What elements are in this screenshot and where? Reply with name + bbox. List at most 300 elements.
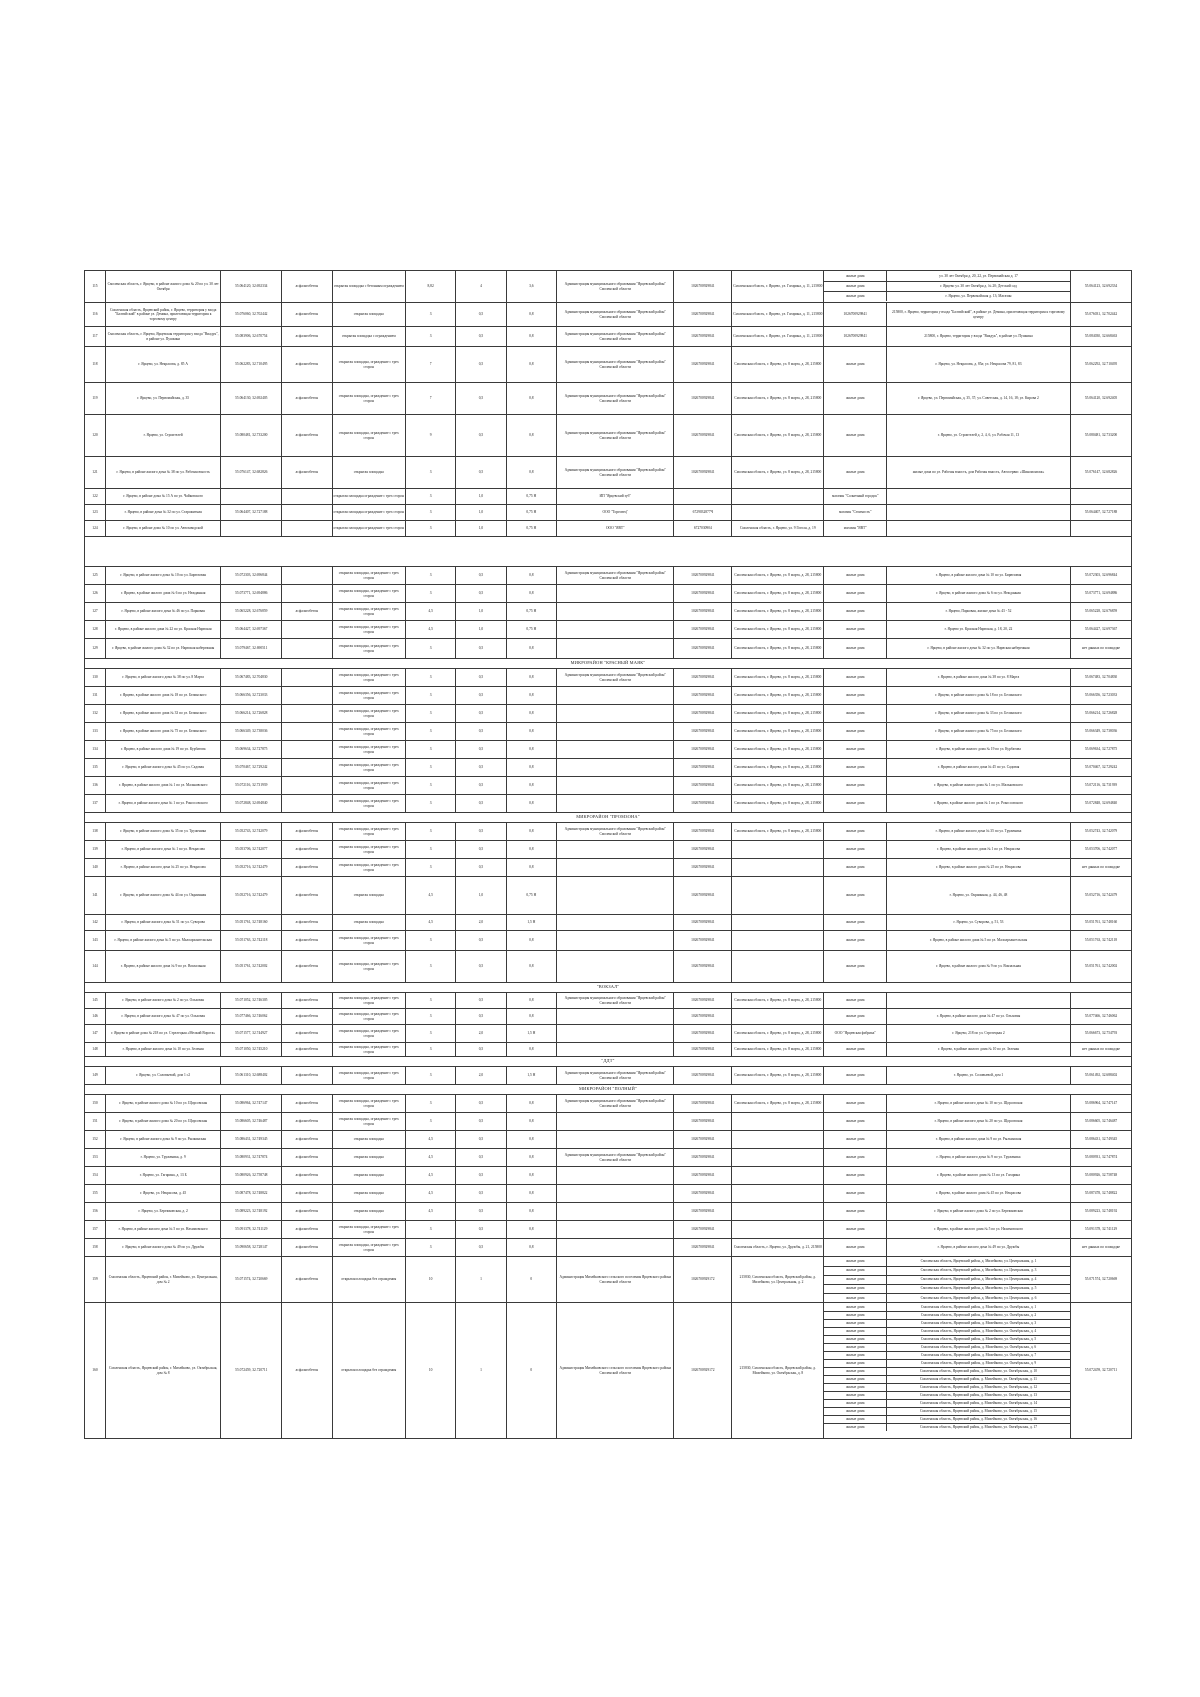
cover-type: открытая площадка без ограждения: [332, 1303, 405, 1439]
list-item: [824, 489, 1070, 504]
container-volume: 0,75 Н: [506, 621, 556, 639]
container-count: 1: [456, 1303, 506, 1439]
site-area: 3: [405, 585, 455, 603]
list-item: [824, 521, 1070, 536]
list-item: [824, 347, 1070, 382]
surface-type: [282, 795, 332, 813]
owner-name: [557, 621, 674, 639]
surface-type: асфальтобетон: [282, 1009, 332, 1025]
site-area: 4,5: [405, 1131, 455, 1149]
container-count: 0,5: [456, 1009, 506, 1025]
surface-type: [282, 585, 332, 603]
surface-type: асфальтобетон: [282, 1025, 332, 1043]
source-address: г. Ярцево, 218 по ул. Стрелецкая 2: [952, 1031, 1005, 1036]
waste-sources-list: [824, 1131, 1070, 1148]
container-volume: 0,8: [506, 1043, 556, 1057]
cover-type: открытая площадка, ограждение с трех сторон: [332, 1009, 405, 1025]
source-type: жилые дома: [824, 639, 886, 658]
table-row: [85, 795, 1132, 813]
row-number: 129: [85, 639, 106, 659]
source-address: г. Ярцево, в районе жилого дома № 9 по ул. Труженика: [936, 1155, 1021, 1160]
site-coordinates: 55.064130, 32.692405: [221, 383, 282, 415]
list-item: [824, 951, 1070, 982]
container-count: 0,5: [456, 1149, 506, 1167]
cover-type: открытая площадка, ограждение с трех сторон: [332, 1113, 405, 1131]
table-row: [85, 1149, 1132, 1167]
table-row: [85, 415, 1132, 457]
container-volume: 0,8: [506, 639, 556, 659]
site-coordinates: 55.072116, 32.731939: [221, 777, 282, 795]
site-area: 3: [405, 327, 455, 347]
source-address: г. Ярцево, в районе жилого дома № 25 по ул. Некрасова: [936, 865, 1021, 870]
owner-address: [732, 1203, 824, 1221]
site-coordinates: 55.080931, 32.747874: [221, 1149, 282, 1167]
source-address: Смоленская область, Ярцевский район, д. Михейково, ул. Центральная, д. 5: [886, 1284, 1070, 1293]
source-address: г. Ярцево, в районе жилого дома № 10 по ул. Зеленая: [938, 1047, 1019, 1052]
site-coordinates: 55.090658, 32.728147: [221, 1239, 282, 1257]
source-address: Смоленская область, Ярцевский район, д. Михейково, ул. Центральная, д. 6: [920, 1295, 1037, 1300]
source-type: жилые дома: [824, 1335, 886, 1343]
waste-sources-list: [824, 271, 1070, 301]
cover-type: открытая площадка: [332, 1167, 405, 1185]
table-row: [85, 1067, 1132, 1085]
waste-sources-list: [824, 723, 1070, 740]
waste-sources: [824, 1113, 1071, 1131]
container-volume: 0,8: [506, 1149, 556, 1167]
container-volume: 0,8: [506, 347, 556, 383]
source-coordinates: 55.086431, 32.749345: [1071, 1131, 1132, 1149]
site-address: Смоленская область, Ярцевский район, г. Ярцево, территория у входа "Балтийский" в районе ул. Демина, прилегающая территория к торговому центру: [105, 303, 220, 327]
container-volume: 0,8: [506, 1239, 556, 1257]
source-address: г. Ярцево, ул. Окраинная, д. 44, 46, 48: [949, 893, 1008, 898]
owner-name: [557, 1203, 674, 1221]
source-type: жилые дома: [824, 1113, 886, 1130]
source-address: г. Ярцево, в районе жилого дома № 5 по ул. Малоархангельская: [929, 938, 1028, 943]
owner-address: Смоленская область, г. Ярцево, ул. Гагарина, д. 11, 215800: [732, 303, 824, 327]
waste-sources: [824, 521, 1071, 537]
owner-name: Администрация муниципального образования "Ярцевский район" Смоленской области: [557, 823, 674, 841]
owner-name: [557, 705, 674, 723]
surface-type: асфальтобетон: [282, 859, 332, 877]
owner-address: [732, 915, 824, 931]
waste-sources: [824, 1303, 1071, 1439]
source-type: жилые дома: [824, 951, 886, 982]
source-coordinates: 55.051763, 32.742118: [1071, 931, 1132, 951]
site-coordinates: 55.072848, 32.694840: [221, 795, 282, 813]
list-item: [824, 823, 1070, 840]
waste-sources: [824, 723, 1071, 741]
owner-ogrn: 1026700929841: [674, 931, 732, 951]
owner-name: ИП "Ярцевский зуб": [557, 489, 674, 505]
site-coordinates: 55.051763, 32.742118: [221, 931, 282, 951]
source-coordinates: 55.064407, 32.727188: [1071, 505, 1132, 521]
row-number: 115: [85, 271, 106, 303]
table-row: [85, 841, 1132, 859]
source-type: жилые дома: [824, 687, 886, 704]
cover-type: открытая площадка: [332, 1185, 405, 1203]
source-type: жилые дома: [824, 383, 886, 414]
row-number: 157: [85, 1221, 106, 1239]
cover-type: открытая площадка: [332, 1149, 405, 1167]
container-volume: 0,75 Н: [506, 877, 556, 915]
owner-address: [732, 859, 824, 877]
waste-sources: [824, 585, 1071, 603]
container-volume: 0,8: [506, 327, 556, 347]
container-count: 0,5: [456, 639, 506, 659]
waste-sites-register-table: [84, 270, 1132, 1439]
surface-type: асфальтобетон: [282, 877, 332, 915]
container-count: 1,0: [456, 621, 506, 639]
source-coordinates: 55.052716, 32.742479: [1071, 877, 1132, 915]
source-type: жилые дома: [824, 669, 886, 686]
table-row: [85, 877, 1132, 915]
list-item: [824, 1351, 1070, 1359]
row-number: 153: [85, 1149, 106, 1167]
container-volume: 0,8: [506, 1203, 556, 1221]
list-item: [824, 687, 1070, 704]
site-address: г. Ярцево, в районе жилого дома № 35 по ул. Труженика: [105, 823, 220, 841]
source-type: жилые дома: [824, 1185, 886, 1202]
table-row: [85, 993, 1132, 1009]
site-coordinates: 55.086605, 32.746487: [221, 1113, 282, 1131]
site-coordinates: 55.072303, 32.696844: [221, 567, 282, 585]
row-number: 149: [85, 1067, 106, 1085]
surface-type: асфальтобетон: [282, 603, 332, 621]
waste-sources: [824, 415, 1071, 457]
list-item: [824, 1399, 1070, 1407]
owner-ogrn: 6727030904: [674, 521, 732, 537]
site-coordinates: 55.070467, 32.729242: [221, 759, 282, 777]
site-coordinates: 55.071577, 32.744927: [221, 1025, 282, 1043]
source-type: жилые дома: [824, 1275, 886, 1284]
site-area: 8,82: [405, 271, 455, 303]
table-row: [85, 1203, 1132, 1221]
source-type: жилые дома: [824, 777, 886, 794]
source-coordinates: 55.064120, 32.692405: [1071, 383, 1132, 415]
owner-ogrn: 1026700929841: [674, 841, 732, 859]
owner-address: Смоленская область, г. Ярцево, ул. Дружбы, д. 21, 215800: [732, 1239, 824, 1257]
list-item: [824, 603, 1070, 620]
site-address: г. Ярцево, в районе дома № 15 А по ул. Чайковского: [105, 489, 220, 505]
row-number: 154: [85, 1167, 106, 1185]
container-volume: 0,8: [506, 567, 556, 585]
source-coordinates: 55.062292, 32.710495: [1071, 347, 1132, 383]
list-item: [824, 621, 1070, 638]
surface-type: асфальтобетон: [282, 1221, 332, 1239]
site-area: 3: [405, 723, 455, 741]
table-row: [85, 603, 1132, 621]
table-row: [85, 1043, 1132, 1057]
cover-type: открытая площадка, ограждение с трех сторон: [332, 841, 405, 859]
site-address: г. Ярцево, ул. Труженика, д. 9: [105, 1149, 220, 1167]
surface-type: асфальтобетон: [282, 1185, 332, 1203]
waste-sources-list: [824, 951, 1070, 982]
table-row: [85, 823, 1132, 841]
owner-ogrn: 1026700929841: [674, 669, 732, 687]
owner-address: Смоленская область, г. Ярцево, ул. 8 марта, д. 28, 215800: [732, 585, 824, 603]
list-item: [824, 705, 1070, 722]
owner-address: Смоленская область, г. Ярцево, ул. 8 марта, д. 28, 215800: [732, 639, 824, 659]
source-address: г. Ярцево, в районе жилого дома № 6 по ул. Нежданная: [936, 591, 1021, 596]
owner-name: [557, 639, 674, 659]
table-row: [85, 1009, 1132, 1025]
site-address: г. Ярцево, в районе жилого дома № 46 по ул. Парковая: [105, 603, 220, 621]
source-type: жилые дома: [824, 1327, 886, 1335]
site-area: 3: [405, 1043, 455, 1057]
waste-sources-list: [824, 993, 1070, 1008]
waste-sources-list: [824, 841, 1070, 858]
site-coordinates: 55.083906, 32.670754: [221, 327, 282, 347]
waste-sources: [824, 931, 1071, 951]
site-area: 3: [405, 457, 455, 489]
cover-type: открытая площадка, ограждение с трех сторон: [332, 823, 405, 841]
row-number: 152: [85, 1131, 106, 1149]
table-row: [85, 303, 1132, 327]
list-item: [824, 1375, 1070, 1383]
owner-name: [557, 1043, 674, 1057]
owner-name: ООО "Торговец": [557, 505, 674, 521]
site-area: 3: [405, 303, 455, 327]
waste-sources: [824, 639, 1071, 659]
waste-sources: [824, 759, 1071, 777]
container-count: 2,0: [456, 1067, 506, 1085]
waste-sources-list: [824, 1239, 1070, 1256]
owner-ogrn: 1026700929841: [674, 1149, 732, 1167]
container-volume: 0,8: [506, 759, 556, 777]
owner-ogrn: 1026700929841: [674, 687, 732, 705]
owner-ogrn: 1026700929841: [674, 1025, 732, 1043]
cover-type: открытая площадка, ограждение с трех сторон: [332, 347, 405, 383]
container-volume: 0,8: [506, 723, 556, 741]
waste-sources: [824, 1043, 1071, 1057]
surface-type: асфальтобетон: [282, 1257, 332, 1303]
list-item: [824, 303, 1070, 326]
row-number: 119: [85, 383, 106, 415]
container-volume: 0,8: [506, 777, 556, 795]
waste-sources-list: [824, 1025, 1070, 1042]
table-row: [85, 915, 1132, 931]
owner-name: Администрация муниципального образования "Ярцевский район" Смоленской области: [557, 1095, 674, 1113]
owner-name: Администрация муниципального образования "Ярцевский район" Смоленской области: [557, 327, 674, 347]
owner-name: Администрация Михейковского сельского поселения Ярцевского района Смоленской области: [557, 1303, 674, 1439]
owner-ogrn: 1026700929841: [674, 383, 732, 415]
owner-name: [557, 1185, 674, 1203]
owner-address: Смоленская область, г. Ярцево, ул. 8 марта, д. 28, 215800: [732, 705, 824, 723]
container-volume: 0,8: [506, 1113, 556, 1131]
row-number: 138: [85, 823, 106, 841]
table-row: [85, 723, 1132, 741]
owner-address: Смоленская область, г. Ярцево, ул. 8 марта, д. 28, 215800: [732, 795, 824, 813]
site-address: г. Ярцево, в районе жилого дома № 10 по ул. Зеленая: [105, 1043, 220, 1057]
container-count: 1,0: [456, 603, 506, 621]
site-area: 10: [405, 1257, 455, 1303]
container-count: 0,5: [456, 777, 506, 795]
owner-ogrn: 1026700929841: [674, 993, 732, 1009]
source-address: г. Ярцево, ул. Строителей д. 2, 4, 6, ул. Рабочая 11, 13: [937, 433, 1020, 438]
container-volume: 0,8: [506, 383, 556, 415]
container-count: 1,0: [456, 521, 506, 537]
source-type: жилые дома: [824, 841, 886, 858]
source-address: 215800, г. Ярцево, территория у входа "Балтийский", в районе ул. Демина, прилегающая территория к торговому центру: [892, 310, 1065, 319]
container-count: 0,5: [456, 567, 506, 585]
source-address: жилые дома по ул. Рабочая юность, дом Рабочая юность, Автосервис «Шиномонтаж»: [912, 470, 1045, 475]
container-volume: 3,6: [506, 271, 556, 303]
site-area: 4,5: [405, 603, 455, 621]
owner-ogrn: 1026700929841: [674, 795, 732, 813]
source-type: жилые дома: [824, 1423, 886, 1431]
table-row: [85, 1185, 1132, 1203]
source-type: жилые дома: [824, 1167, 886, 1184]
owner-address: Смоленская область, г. Ярцево, ул. Гагарина, д. 11, 215800: [732, 327, 824, 347]
table-row: [85, 1025, 1132, 1043]
waste-sources: [824, 1149, 1071, 1167]
source-type: ООО "Ярцевская фабрика": [824, 1025, 886, 1042]
owner-ogrn: 1026700929841: [674, 1221, 732, 1239]
waste-sources-list: [824, 1303, 1070, 1431]
table-row: [85, 639, 1132, 659]
container-volume: 0,8: [506, 1185, 556, 1203]
site-area: 3: [405, 705, 455, 723]
cover-type: открытая площадка, ограждение с трех сторон: [332, 383, 405, 415]
source-type: жилые дома: [824, 993, 886, 1008]
list-item: [824, 1319, 1070, 1327]
owner-ogrn: 1026700929841: [674, 639, 732, 659]
list-item: [824, 1257, 1070, 1266]
site-address: г. Ярцево, в районе жилого дома № 1 по ул. Мальковского: [105, 777, 220, 795]
surface-type: асфальтобетон: [282, 823, 332, 841]
site-address: г. Ярцево, в районе жилого дома № 18 по ул. Белинского: [105, 687, 220, 705]
owner-address: Смоленская область, г. Ярцево, ул. 8 марта, д. 28, 215800: [732, 823, 824, 841]
source-type: 1026700929841: [824, 327, 886, 346]
site-area: 3: [405, 687, 455, 705]
source-address: г. Ярцево, ул. Некрасова, д. 85а; ул. Некрасова 79, 81, 83: [935, 362, 1022, 367]
container-count: 0,5: [456, 457, 506, 489]
source-type: жилые дома: [824, 741, 886, 758]
source-type: жилые дома: [824, 1311, 886, 1319]
waste-sources: [824, 741, 1071, 759]
container-count: 0,5: [456, 993, 506, 1009]
source-coordinates: 55.070467, 32.729242: [1071, 759, 1132, 777]
table-row: [85, 521, 1132, 537]
site-area: 3: [405, 841, 455, 859]
list-item: [824, 1359, 1070, 1367]
container-count: 0,5: [456, 1095, 506, 1113]
site-coordinates: 55.051761, 32.748160: [221, 915, 282, 931]
source-address: г. Ярцево, в районе жилого дома № 13 по ул. Гагарина: [937, 1173, 1020, 1178]
owner-address: Смоленская область, г. Ярцево, ул. 8 марта, д. 28, 215800: [732, 1025, 824, 1043]
row-number: 123: [85, 505, 106, 521]
section-header-row: [85, 983, 1132, 993]
owner-address: Смоленская область, г. Ярцево, ул. 8 марта, д. 28, 215800: [732, 457, 824, 489]
site-coordinates: 55.062283, 32.710495: [221, 347, 282, 383]
table-row: [85, 741, 1132, 759]
container-count: 0,5: [456, 303, 506, 327]
list-item: [824, 1131, 1070, 1148]
site-area: 3: [405, 931, 455, 951]
list-item: [824, 1383, 1070, 1391]
waste-sources-list: [824, 1149, 1070, 1166]
owner-ogrn: 1026700929841: [674, 1009, 732, 1025]
owner-name: [557, 859, 674, 877]
container-volume: 0,8: [506, 841, 556, 859]
table-row: [85, 1257, 1132, 1303]
surface-type: асфальтобетон: [282, 383, 332, 415]
source-coordinates: 55.072303, 32.696844: [1071, 567, 1132, 585]
source-coordinates: 55.080926, 32.758748: [1071, 1167, 1132, 1185]
owner-ogrn: 1026700929841: [674, 951, 732, 983]
surface-type: [282, 567, 332, 585]
owner-address: Смоленская область, г. Ярцево, ул. 8 марта, д. 28, 215800: [732, 1095, 824, 1113]
surface-type: асфальтобетон: [282, 347, 332, 383]
surface-type: асфальтобетон: [282, 1043, 332, 1057]
source-address: [886, 489, 1070, 504]
owner-address: [732, 1149, 824, 1167]
table-row: [85, 383, 1132, 415]
section-header: МИКРОРАЙОН "КРАСНЫЙ МАЯК": [85, 659, 1132, 669]
owner-ogrn: 1026700929841: [674, 1113, 732, 1131]
table-row: [85, 1303, 1132, 1439]
list-item: [824, 1335, 1070, 1343]
list-item: [824, 931, 1070, 950]
source-coordinates: 55.066349, 32.738036: [1071, 723, 1132, 741]
owner-address: [732, 841, 824, 859]
container-count: 0,5: [456, 1113, 506, 1131]
source-coordinates: нет данных по площадке: [1071, 1239, 1132, 1257]
owner-ogrn: 1026700929841: [674, 1203, 732, 1221]
site-address: г. Ярцево, ул. Бережковская, д. 2: [105, 1203, 220, 1221]
source-type: жилые дома: [824, 1375, 886, 1383]
table-row: [85, 621, 1132, 639]
cover-type: открытая площадка, ограждение с трех сторон: [332, 603, 405, 621]
site-address: г. Ярцево, в районе жилого дома № 51 по ул. Суворова: [105, 915, 220, 931]
source-address: г. Ярцево, в районе жилого дома № 49 по ул. Дружбы: [937, 1245, 1020, 1250]
waste-sources-list: [824, 489, 1070, 504]
list-item: [824, 585, 1070, 602]
site-address: г. Ярцево, в районе жилого дома № 6 по ул. Нежданная: [105, 585, 220, 603]
source-address: ул. 30 лет Октября д. 20, 22, ул. Первомайская д. 17: [886, 271, 1070, 281]
site-address: г. Ярцево, в районе жилого дома № 49 по ул. Дружбы: [105, 1239, 220, 1257]
source-type: жилые дома: [824, 859, 886, 876]
site-coordinates: 55.073771, 32.694886: [221, 585, 282, 603]
owner-name: Администрация муниципального образования "Ярцевский район" Смоленской области: [557, 1067, 674, 1085]
surface-type: [282, 741, 332, 759]
owner-address: 215830, Смоленская область, Ярцевский район, д. Михейково, ул. Центральная, д. 2: [732, 1257, 824, 1303]
source-address: Смоленская область, Ярцевский район, д. Михейково, ул. Октябрьская, д. 5: [886, 1335, 1070, 1343]
source-coordinates: 55.073771, 32.694886: [1071, 585, 1132, 603]
site-address: г. Ярцево, в районе жилого дома № 45 по ул. Садовая: [105, 759, 220, 777]
row-number: 151: [85, 1113, 106, 1131]
cover-type: открытая площадка ограждение с трех сторон: [332, 505, 405, 521]
row-number: 145: [85, 993, 106, 1009]
surface-type: асфальтобетон: [282, 1203, 332, 1221]
source-coordinates: 55.064123, 32.692334: [1071, 271, 1132, 303]
row-number: 121: [85, 457, 106, 489]
owner-address: Смоленская область, г. Ярцево, ул. 8 марта, д. 28, 215800: [732, 603, 824, 621]
list-item: [824, 741, 1070, 758]
container-volume: 0,8: [506, 993, 556, 1009]
site-area: 3: [405, 1239, 455, 1257]
list-item: [824, 1266, 1070, 1275]
site-area: 3: [405, 1095, 455, 1113]
list-item: [824, 1423, 1070, 1431]
list-item: [824, 759, 1070, 776]
row-number: 124: [85, 521, 106, 537]
owner-ogrn: 1026700929841: [674, 777, 732, 795]
owner-ogrn: 1026700929841: [674, 759, 732, 777]
site-address: г. Ярцево, в районе жилого дома № 20 по ул. Щорсовская: [105, 1113, 220, 1131]
container-count: 0,5: [456, 1221, 506, 1239]
container-volume: 0,8: [506, 585, 556, 603]
